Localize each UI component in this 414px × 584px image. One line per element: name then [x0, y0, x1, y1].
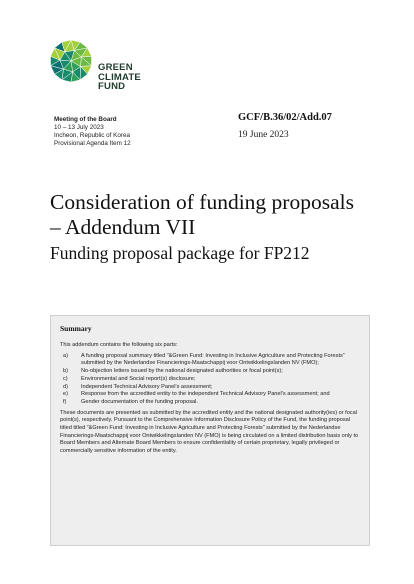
list-item-label: d) [63, 383, 68, 390]
globe-icon [48, 38, 94, 84]
meeting-info [54, 116, 224, 148]
meeting-title: Meeting of the Board [54, 116, 117, 123]
logo-line-1: GREEN [98, 62, 133, 73]
logo-wordmark [98, 63, 141, 92]
agenda-item: Provisional Agenda Item 12 [54, 140, 131, 147]
page-subtitle: Funding proposal package for FP212 [50, 243, 310, 263]
list-item [60, 399, 361, 407]
logo-line-2: CLIMATE [98, 71, 141, 83]
summary-heading: Summary [60, 324, 92, 333]
logo-line-3: FUND [98, 81, 126, 92]
list-item [60, 353, 361, 368]
list-item-label: a) [63, 352, 68, 359]
page-title: Consideration of funding proposals – Addendum VII [50, 190, 354, 239]
summary-closing-paragraph: These documents are presented as submitted by the accredited entity and the national designated authority(ies) or focal point(s), respectively. Pursuant to the Comprehensive Information Disclosure Policy of the Fund, the funding proposal titled titled “&Green Fund: Investing in Inclusive Agriculture and Protecting Forests” submitted by the Nederlandse Financierings-Maatschappij voor Ontwikkelingslanden NV (FMO) is being circulated on a limited distribution basis only to Board Members and Alternate Board Members to ensure confidentiality of certain proprietary, legally privileged or commercially sensitive information of the entity. [60, 409, 359, 455]
gcf-logo [48, 38, 168, 98]
parts-list [60, 353, 361, 407]
list-item-text: Response from the accredited entity to the independent Technical Advisory Panel’s assessment; and [81, 391, 330, 398]
list-item-label: e) [63, 391, 68, 398]
list-item [60, 391, 361, 399]
list-item-text: A funding proposal summary titled “&Green Fund: Investing in Inclusive Agriculture and Protecting Forests” submitted by the Nederlandse Financierings-Maatschappij voor Ontwikkelingslanden NV (FMO); [81, 352, 345, 367]
list-item-text: No-objection letters issued by the national designated authorities or focal point(s); [81, 368, 283, 375]
list-item-text: Independent Technical Advisory Panel’s assessment; [81, 383, 213, 390]
list-item-text: Environmental and Social report(s) disclosure; [81, 375, 196, 382]
list-item [60, 376, 361, 384]
document-reference: GCF/B.36/02/Add.07 [238, 112, 332, 123]
meeting-location: Incheon, Republic of Korea [54, 132, 130, 139]
document-date: 19 June 2023 [238, 130, 289, 140]
list-item-label: f) [63, 398, 67, 405]
summary-box [50, 315, 370, 546]
summary-intro: This addendum contains the following six parts: [60, 342, 178, 348]
list-item-label: c) [63, 375, 68, 382]
document-info [238, 112, 332, 140]
list-item-label: b) [63, 368, 68, 375]
list-item [60, 384, 361, 392]
list-item [60, 368, 361, 376]
list-item-text: Gender documentation of the funding proposal. [81, 398, 198, 405]
meeting-dates: 10 – 13 July 2023 [54, 124, 104, 131]
